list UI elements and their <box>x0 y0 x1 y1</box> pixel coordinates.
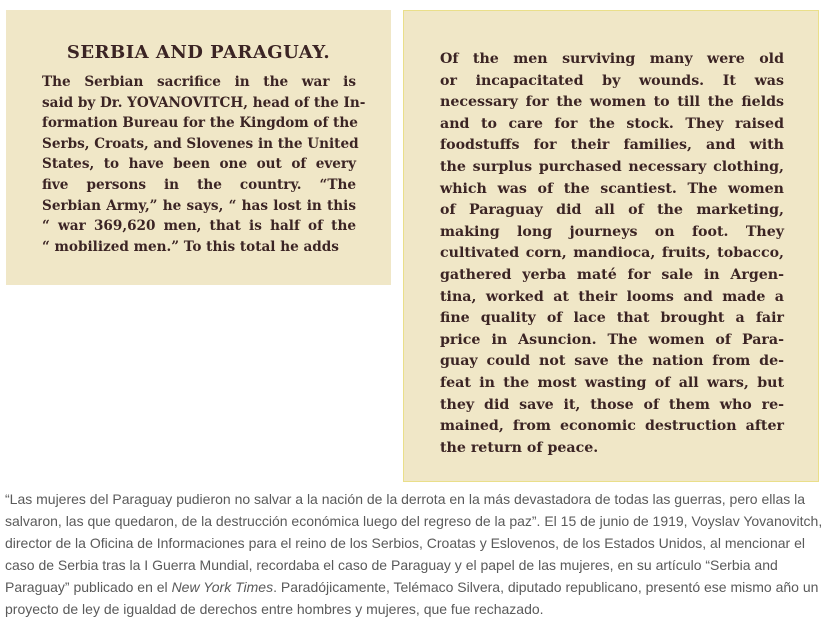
clipping-line: The Serbian sacrifice in the war is <box>42 74 356 90</box>
clipping-line: cultivated corn, mandioca, fruits, tobacco, <box>440 245 784 262</box>
clipping-line: necessary for the women to till the fields <box>440 94 784 111</box>
clipping-line: and to care for the stock. They raised <box>440 115 784 132</box>
clipping-line: which was of the scantiest. The women <box>440 180 784 197</box>
clipping-line: the surplus purchased necessary clothing, <box>440 158 784 175</box>
clipping-line: five persons in the country. “The <box>42 176 356 193</box>
clipping-line: foodstuffs for their families, and with <box>440 137 784 154</box>
clipping-line: making long journeys on foot. They <box>440 223 784 240</box>
clipping-line: mained, from economic destruction after <box>440 418 784 435</box>
clipping-text <box>42 72 366 257</box>
clipping-line: “ war 369,620 men, that is half of the <box>42 218 356 235</box>
clipping-line: of Paraguay did all of the marketing, <box>440 202 784 219</box>
clipping-line: Serbian Army,” he says, “ has lost in this <box>42 197 356 214</box>
clipping-text <box>440 49 784 459</box>
clipping-line: they did save it, those of them who re- <box>440 396 784 413</box>
clipping-line: gathered yerba maté for sale in Argen- <box>440 266 784 283</box>
newspaper-clipping-paraguay-women <box>403 10 819 482</box>
newspaper-clipping-serbia <box>6 10 391 285</box>
clipping-line: Serbs, Croats, and Slovenes in the United <box>42 135 359 152</box>
clipping-line: feat in the most wasting of all wars, but <box>440 374 784 391</box>
clipping-line: the return of peace. <box>440 439 599 456</box>
clipping-line: Of the men surviving many were old <box>440 51 784 67</box>
clipping-line: fine quality of lace that brought a fair <box>440 310 784 327</box>
clipping-line: price in Asuncion. The women of Para- <box>440 331 784 348</box>
image-caption <box>5 488 823 620</box>
caption-text: “Las mujeres del Paraguay pudieron no salvar a la nación de la derrota en la más devastadora de todas las guerras, pero ellas la salvaron, las que quedaron, de la destrucción económica luego del regreso de la paz”. El 15 de junio de 1919, Voyslav Yovanovitch, director de la Oficina de Informaciones para el reino de los Serbios, Croatas y Eslovenos, de los Estados Unidos, al mencionar el caso de Serbia tras la I Guerra Mundial, recordaba el caso de Paraguay y el papel de las mujeres, en su artículo “Serbia and Paraguay” publicado en el <box>5 491 823 595</box>
clipping-line: “ mobilized men.” To this total he adds <box>42 238 339 255</box>
clipping-line: guay could not save the nation from de- <box>440 353 784 370</box>
clipping-line: formation Bureau for the Kingdom of the <box>42 115 358 132</box>
caption-text-end: . Paradójicamente, Telémaco Silvera, diputado republicano, presentó ese mismo año un proyecto de ley de igualdad de derechos entre hombres y mujeres, que fue rechazado. <box>5 579 819 617</box>
clipping-line: tina, worked at their looms and made a <box>440 288 784 305</box>
caption-newspaper-name: New York Times <box>171 579 274 595</box>
clipping-line: said by Dr. YOVANOVITCH, head of the In- <box>42 94 366 111</box>
clipping-line: or incapacitated by wounds. It was <box>440 72 784 89</box>
clipping-title: SERBIA AND PARAGUAY. <box>66 42 331 63</box>
clipping-line: States, to have been one out of every <box>42 156 356 173</box>
